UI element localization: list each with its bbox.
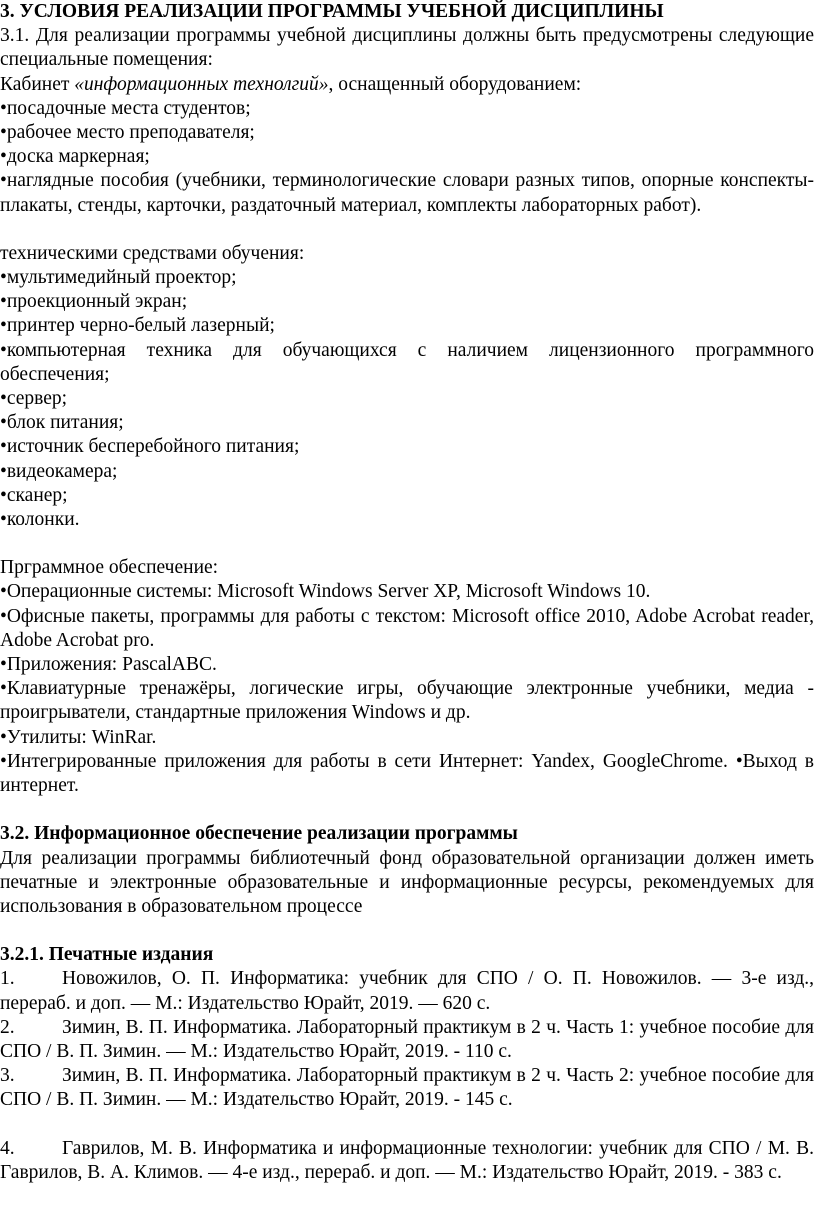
section-3-2-title: 3.2. Информационное обеспечение реализации программы bbox=[0, 823, 518, 845]
reference-text: Гаврилов, М. В. Информатика и информационные технологии: учебник для СПО / М. В. Гаврилов, В. А. Климов. — 4-е изд., перераб. и доп. — М.: Издательство Юрайт, 2019. - 383 с. bbox=[0, 1137, 814, 1183]
section-3-title: 3. УСЛОВИЯ РЕАЛИЗАЦИИ ПРОГРАММЫ УЧЕБНОЙ ДИСЦИПЛИНЫ bbox=[0, 1, 664, 22]
reference-item bbox=[0, 967, 814, 1015]
paragraph-gap bbox=[0, 798, 814, 822]
cabinet-suffix: , оснащенный оборудованием: bbox=[328, 73, 582, 95]
equipment-item: •посадочные места студентов; bbox=[0, 97, 251, 119]
tech-item: •сервер; bbox=[0, 388, 68, 410]
section-3-2-1-title: 3.2.1. Печатные издания bbox=[0, 944, 214, 966]
tech-item: •компьютерная техника для обучающихся с наличием лицензионного программного обеспечения; bbox=[0, 339, 814, 385]
paragraph-gap bbox=[0, 919, 814, 943]
software-item: •Операционные системы: Microsoft Windows Server XP, Microsoft Windows 10. bbox=[0, 581, 651, 603]
paragraph-gap bbox=[0, 532, 814, 556]
tech-item: •источник бесперебойного питания; bbox=[0, 436, 300, 458]
section-3-1-intro: 3.1. Для реализации программы учебной дисциплины должны быть предусмотрены следующие специальные помещения: bbox=[0, 25, 814, 71]
equipment-item: •наглядные пособия (учебники, терминологические словари разных типов, опорные конспекты-плакаты, стенды, карточки, раздаточный материал, комплекты лабораторных работ). bbox=[0, 170, 814, 216]
software-item: •Приложения: PascalABC. bbox=[0, 654, 217, 676]
reference-text: Новожилов, О. П. Информатика: учебник для СПО / О. П. Новожилов. — 3-е изд., перераб. и доп. — М.: Издательство Юрайт, 2019. — 620 с. bbox=[0, 968, 814, 1014]
tech-item: •блок питания; bbox=[0, 412, 124, 434]
reference-number: 4. bbox=[0, 1137, 15, 1159]
equipment-item: •рабочее место преподавателя; bbox=[0, 122, 255, 144]
reference-item bbox=[0, 1064, 814, 1112]
software-heading: Прграммное обеспечение: bbox=[0, 557, 219, 579]
cabinet-line bbox=[0, 73, 814, 97]
cabinet-name: «информационных технолгий» bbox=[74, 73, 329, 95]
tech-item: •принтер черно-белый лазерный; bbox=[0, 315, 275, 337]
software-item: •Офисные пакеты, программы для работы с текстом: Microsoft office 2010, Adobe Acrobat reader, Adobe Acrobat pro. bbox=[0, 605, 814, 651]
reference-number: 3. bbox=[0, 1065, 15, 1087]
section-3-2-text: Для реализации программы библиотечный фонд образовательной организации должен иметь печатные и электронные образовательные и информационные ресурсы, рекомендуемых для использования в образовательном процессе bbox=[0, 847, 814, 917]
paragraph-gap bbox=[0, 1113, 814, 1137]
reference-text: Зимин, В. П. Информатика. Лабораторный практикум в 2 ч. Часть 1: учебное пособие для СПО / В. П. Зимин. — М.: Издательство Юрайт, 2019. - 110 с. bbox=[0, 1016, 814, 1062]
reference-text: Зимин, В. П. Информатика. Лабораторный практикум в 2 ч. Часть 2: учебное пособие для СПО / В. П. Зимин. — М.: Издательство Юрайт, 2019. - 145 с. bbox=[0, 1065, 814, 1111]
paragraph-gap bbox=[0, 218, 814, 242]
equipment-item: •доска маркерная; bbox=[0, 146, 150, 168]
tech-item: •колонки. bbox=[0, 509, 80, 531]
reference-item bbox=[0, 1016, 814, 1064]
software-item: •Утилиты: WinRar. bbox=[0, 726, 157, 748]
tech-item: •сканер; bbox=[0, 484, 68, 506]
tech-item: •мультимедийный проектор; bbox=[0, 267, 237, 289]
reference-item bbox=[0, 1137, 814, 1185]
reference-number: 2. bbox=[0, 1016, 15, 1038]
software-item: •Интегрированные приложения для работы в сети Интернет: Yandex, GoogleChrome. •Выход в интернет. bbox=[0, 750, 814, 797]
cabinet-prefix: Кабинет bbox=[0, 73, 75, 95]
tech-heading: техническими средствами обучения: bbox=[0, 242, 305, 264]
tech-item: •видеокамера; bbox=[0, 460, 118, 482]
software-item: •Клавиатурные тренажёры, логические игры, обучающие электронные учебники, медиа - проигрыватели, стандартные приложения Windows и др. bbox=[0, 678, 814, 724]
reference-number: 1. bbox=[0, 968, 15, 990]
tech-item: •проекционный экран; bbox=[0, 291, 188, 313]
